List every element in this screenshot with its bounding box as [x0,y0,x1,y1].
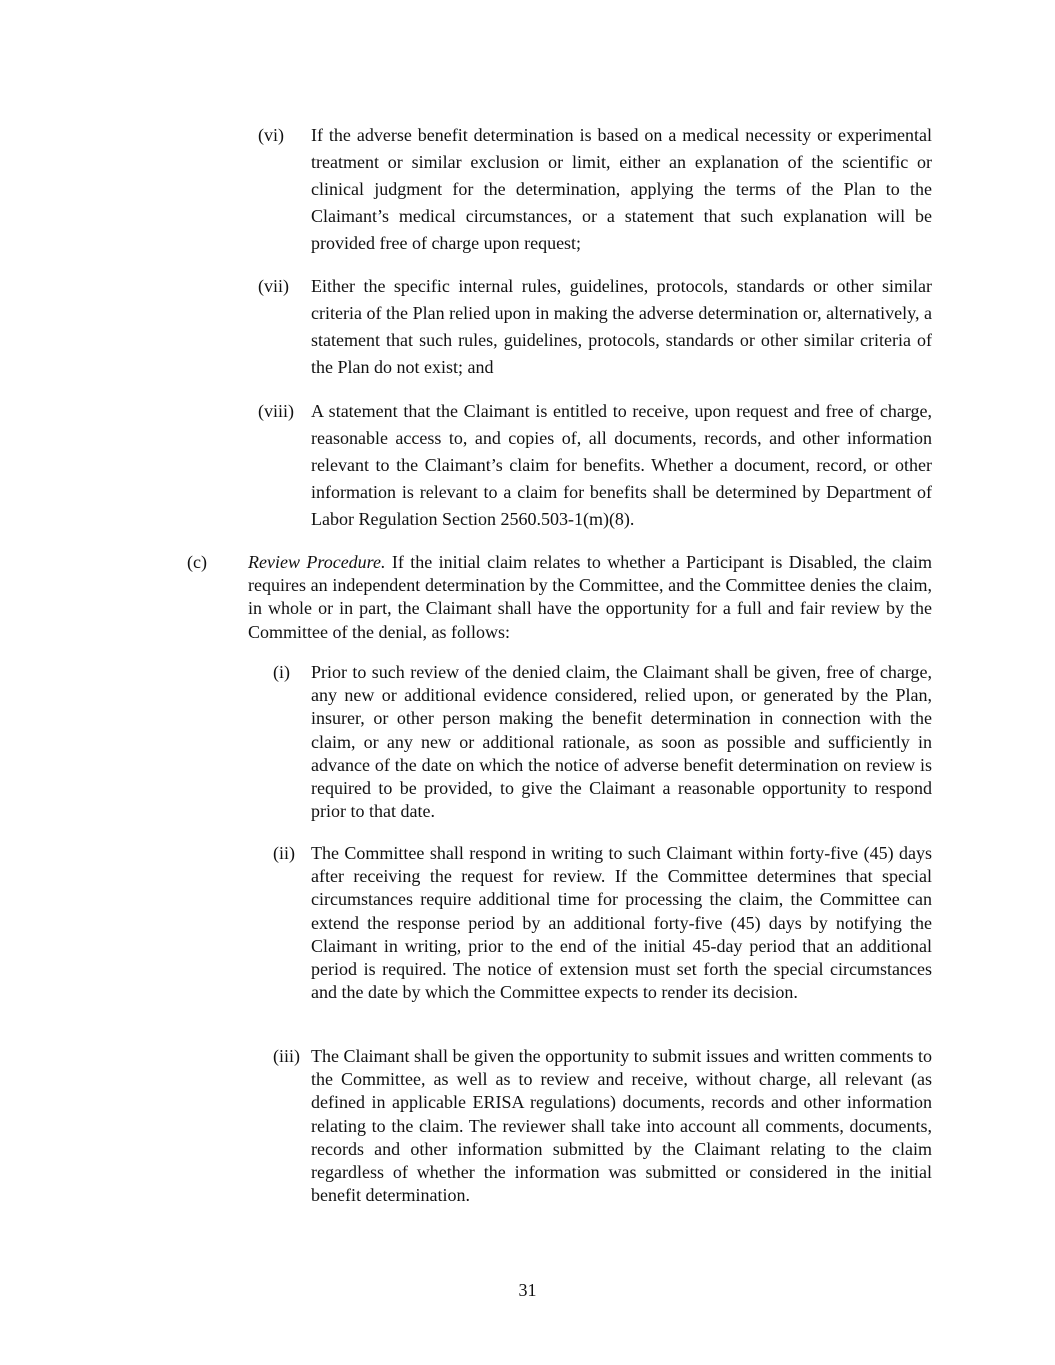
list-item-text: Prior to such review of the denied claim, the Claimant shall be given, free of charge, any new or additional evidence considered, relied upon, or generated by the Plan, insurer, or other person making the benefit determination in connection with the claim, or any new or additional rationale, as soon as possible and sufficiently in advance of the date on which the notice of adverse benefit determination on review is required to be provided, to give the Claimant a reasonable opportunity to respond prior to that date. [311,662,932,822]
list-marker: (ii) [273,843,295,863]
section-c-text: If the initial claim relates to whether a Participant is Disabled, the claim requires an independent determination by the Committee, and the Committee denies the claim, in whole or in part, the Claimant shall have the opportunity for a full and fair review by the Committee of the denial, as follows: [248,552,933,642]
list-item-text: A statement that the Claimant is entitled to receive, upon request and free of charge, reasonable access to, and copies of, all documents, records, and other information relevant to the Claimant’s claim for benefits. Whether a document, record, or other information is relevant to a claim for benefits shall be determined by Department of Labor Regulation Section 2560.503-1(m)(8). [311,401,932,529]
list-marker: (i) [273,662,290,682]
page-number: 31 [518,1280,537,1300]
section-c-paragraph [248,551,932,644]
list-marker: (viii) [258,401,294,421]
section-marker: (c) [187,552,207,572]
list-item-text: If the adverse benefit determination is based on a medical necessity or experimental treatment or similar exclusion or limit, either an explanation of the scientific or clinical judgment for the determination, applying the terms of the Plan to the Claimant’s medical circumstances, or a statement that such explanation will be provided free of charge upon request; [311,125,932,253]
section-c-heading: Review Procedure. [248,552,386,572]
list-item-text: The Committee shall respond in writing to such Claimant within forty-five (45) days after receiving the request for review. If the Committee determines that special circumstances require additional time for processing the claim, the Committee can extend the response period by an additional forty-five (45) days by notifying the Claimant in writing, prior to the end of the initial 45-day period that an additional period is required. The notice of extension must set forth the special circumstances and the date by which the Committee expects to render its decision. [311,843,932,1003]
list-marker: (vii) [258,276,289,296]
list-marker: (vi) [258,125,284,145]
list-marker: (iii) [273,1046,300,1066]
list-item-text: Either the specific internal rules, guidelines, protocols, standards or other similar criteria of the Plan relied upon in making the adverse determination or, alternatively, a statement that such rules, guidelines, protocols, standards or other similar criteria of the Plan do not exist; and [311,276,932,377]
list-item-text: The Claimant shall be given the opportunity to submit issues and written comments to the Committee, as well as to review and receive, without charge, all relevant (as defined in applicable ERISA regulations) documents, records and other information relating to the claim. The reviewer shall take into account all comments, documents, records and other information submitted by the Claimant relating to the claim regardless of whether the information was submitted or considered in the initial benefit determination. [311,1046,932,1206]
